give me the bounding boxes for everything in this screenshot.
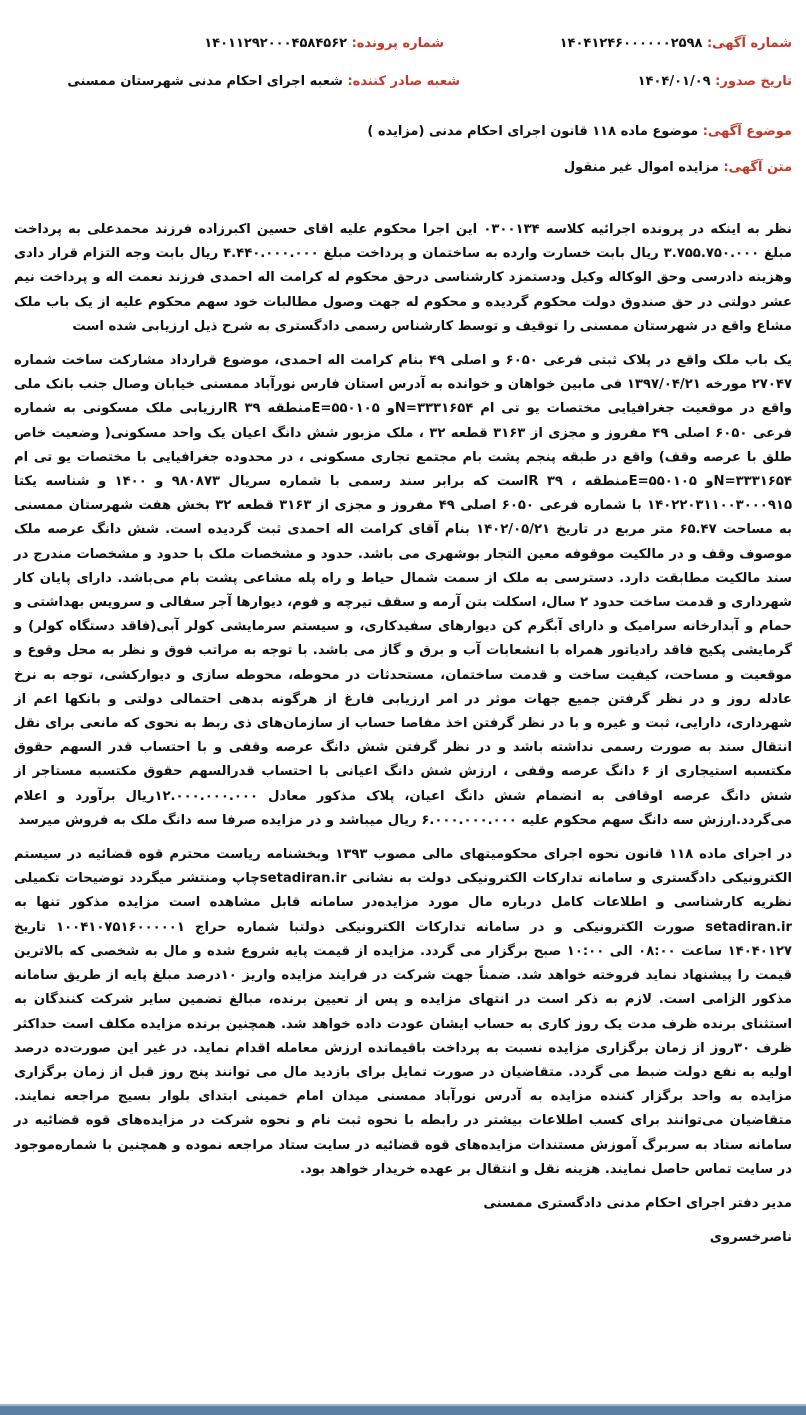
ad-number-value: ۱۴۰۴۱۲۴۶۰۰۰۰۰۰۲۵۹۸ [559,36,703,51]
issue-date-label: تاریخ صدور: [715,74,792,89]
subject [367,124,792,139]
file-number-label: شماره پرونده: [351,36,444,51]
subject-value: موضوع ماده ۱۱۸ قانون اجرای احکام مدنی (مزایده ) [367,124,699,139]
file-number [204,36,444,51]
issuer-label: شعبه صادر کننده: [347,74,460,89]
body-paragraph-3: در اجرای ماده ۱۱۸ قانون نحوه اجرای محکومیتهای مالی مصوب ۱۳۹۳ وبخشنامه ریاست محترم قوه قضائیه در سیستم الکترونیکی دادگستری و سامانه تدارکات الکترونیکی دولت به نشانی setadiran.irچاپ ومنتشر میگردد توضیحات تکمیلی نظریه کارشناسی و اطلاعات کامل درباره مال مورد مزایده‌در سامانه قابل مشاهده است مزایده مذکور تنها به setadiran.ir صورت الکترونیکی و در سامانه تدارکات الکترونیکی دولتبا شماره حراج ۱۰۰۴۱۰۷۵۱۶۰۰۰۰۰۱ تاریخ ۱۴۰۴۰۱۲۷ ساعت ۰۸:۰۰ الی ۱۰:۰۰ صبح برگزار می گردد. مزایده از قیمت پایه شروع شده و مال به شخصی که بالاترین قیمت را پیشنهاد نماید فروخته خواهد شد. ضمناً جهت شرکت در فرایند مزایده واریز ۱۰درصد مبلغ پایه از طریق سامانه مذکور الزامی است. لازم به ذکر است در انتهای مزایده و پس از تعیین برنده، مبالغ تضمین سایر شرکت کنندگان به استثنای برنده ظرف مدت یک روز کاری به حساب ایشان عودت داده خواهد شد. همچنین برنده مزایده مکلف است حداکثر ظرف ۳۰روز از زمان برگزاری مزایده نسبت به پرداخت باقیمانده ارزش معامله اقدام نماید. در غیر این صورت‌ده درصد اولیه به نفع دولت ضبط می گردد. متقاضیان در صورت تمایل برای بازدید مال می توانند پنج روز قبل از زمان برگزاری مزایده به واحد برگزار کننده مزایده به آدرس نورآباد ممسنی میدان امام خمینی ابتدای بلوار بسیج مراجعه نمایند. متقاضیان می‌توانند برای کسب اطلاعات بیشتر در رابطه با نحوه ثبت نام و نحوه شرکت در مزایده‌های قوه قضائیه در سامانه ستاد به سربرگ آموزش مستندات مزایده‌های قوه قضائیه در سایت ستاد مراجعه نموده و همچنین با شماره‌موجود در سایت تماس حاصل نمایند. هزینه نقل و انتقال بر عهده خریدار خواهد بود. [14,847,792,1177]
ad-text-title [564,160,792,175]
issue-date [638,74,792,89]
issuer-value: شعبه اجرای احکام مدنی شهرستان ممسنی [67,74,343,89]
issue-date-value: ۱۴۰۴/۰۱/۰۹ [637,74,711,89]
signature-name: ناصرخسروی [709,1230,792,1246]
ad-body [14,218,792,1260]
ad-text-label: متن آگهی: [723,160,792,175]
ad-number [560,36,792,51]
signature-title: مدیر دفتر اجرای احکام مدنی دادگستری ممسنی [483,1195,792,1211]
subject-label: موضوع آگهی: [702,124,792,139]
ad-number-label: شماره آگهی: [706,36,792,51]
ad-text-value: مزایده اموال غیر منقول [563,160,719,175]
body-paragraph-1: نظر به اینکه در پرونده اجرائیه کلاسه ۰۳۰۰۱۳۴ این اجرا محکوم علیه اقای حسین اکبرزاده فرزند محمدعلی به پرداخت مبلغ ۳.۷۵۵.۷۵۰.۰۰۰ ریال بابت خسارت وارده به ساختمان و پرداخت مبلغ ۴.۴۴۰.۰۰۰.۰۰۰ ریال بابت وجه التزام قرار دادی وهزینه دادرسی وحق الوکاله وکیل ودستمزد کارشناسی درحق محکوم له کرامت اله احمدی فرزند نعمت اله و پرداخت نیم عشر دولتی در حق صندوق دولت محکوم گردیده و محکوم له جهت وصول مطالبات خود سهم محکوم علیه از یک باب ملک مشاع واقع در شهرستان ممسنی را توقیف و توسط کارشناس رسمی دادگستری به شرح ذیل ارزیابی شده است [14,222,792,334]
footer-bar [0,1404,806,1415]
body-paragraph-2: یک باب ملک واقع در پلاک ثبتی فرعی ۶۰۵۰ و اصلی ۴۹ بنام کرامت اله احمدی، موضوع قرارداد مشارکت ساخت شماره ۲۷۰۴۷ مورخه ۱۳۹۷/۰۴/۲۱ فی مابین خواهان و خوانده به آدرس استان فارس نورآباد ممسنی خیابان وصال جنب بانک ملی واقع در موقعیت جغرافیایی مختصات یو تی ام N=۳۳۳۱۶۵۴و E=۵۵۰۱۰۵منطقه R ۳۹ارزیابی ملک مسکونی به شماره فرعی ۶۰۵۰ اصلی ۴۹ مفروز و مجزی از ۳۱۶۳ قطعه ۳۲ ، ملک مزبور شش دانگ اعیان یک واحد مسکونی( وضعیت خاص طلق با عرصه وقف) واقع در طبقه پنجم پشت بام مجتمع تجاری مسکونی ، در محدوده جغرافیایی با مختصات یو تی ام N=۳۳۳۱۶۵۴و E=۵۵۰۱۰۵منطقه ، R ۳۹است که برابر سند رسمی با شماره سریال ۹۸۰۸۷۳ و ۱۴۰۰ و شناسه یکتا ۱۴۰۲۲۰۳۱۱۰۰۳۰۰۰۹۱۵ با شماره فرعی ۶۰۵۰ اصلی ۴۹ مفروز و مجزی از ۳۱۶۳ قطعه ۳۲ بخش هفت شهرستان ممسنی به مساحت ۶۵.۴۷ متر مربع در تاریخ ۱۴۰۲/۰۵/۲۱ بنام آقای کرامت اله احمدی ثبت گردیده است. شش دانگ عرصه ملک موصوف وقف و در مالکیت موقوفه معین التجار بوشهری می باشد. حدود و مشخصات ملک با حدود و مشخصات مندرج در سند مالکیت مطابقت دارد. دسترسی به ملک از سمت شمال حیاط و راه پله مشاعی پشت بام می‌باشد. دارای پایان کار شهرداری و قدمت ساخت حدود ۲ سال، اسکلت بتن آرمه و سقف تیرچه و فوم، دیوارها آجر سفالی و سرویس بهداشتی و حمام و آبدارخانه سرامیک و دارای آبگرم کن دیوارهای سفیدکاری، و سیستم سرمایشی کولر آبی(فاقد دستگاه کولر) و گرمایشی پکیج فاقد رادیاتور همراه با انشعابات آب و برق و گاز می باشد. با توجه به مراتب فوق و نظر به محل وقوع و موقعیت و مساحت، کیفیت ساخت و قدمت ساختمان، مستحدثات در محوطه، محوطه سازی و دیوارکشی، توجه به نرخ عادله روز و در نظر گرفتن جمیع جهات موثر در امر ارزیابی فارغ از هرگونه بدهی احتمالی دولتی و بانکها اعم از شهرداری، دارایی، ثبت و غیره و با در نظر گرفتن اخذ مفاصا حساب از سازمان‌های ذی ربط به نحوی که مانعی برای نقل انتقال سند به صورت رسمی نداشته باشد و در نظر گرفتن شش دانگ عرصه وقفی و با احتساب قدر السهم حقوق مکتسبه استیجاری از ۶ دانگ عرصه وقفی ، ارزش شش دانگ اعیانی با احتساب قدرالسهم حقوق مکتسبه مستاجر از شش دانگ عرصه اوقافی به انضمام شش دانگ اعیان، پلاک مذکور معادل ۱۲.۰۰۰.۰۰۰.۰۰۰ریال برآورد و اعلام می‌گردد.ارزش سه دانگ سهم محکوم علیه ۶.۰۰۰.۰۰۰.۰۰۰ ریال میباشد و در مزایده صرفا سه دانگ ملک به فروش میرسد [14,353,793,828]
issuer [67,74,460,89]
file-number-value: ۱۴۰۱۱۲۹۲۰۰۰۴۵۸۴۵۶۲ [204,36,348,51]
